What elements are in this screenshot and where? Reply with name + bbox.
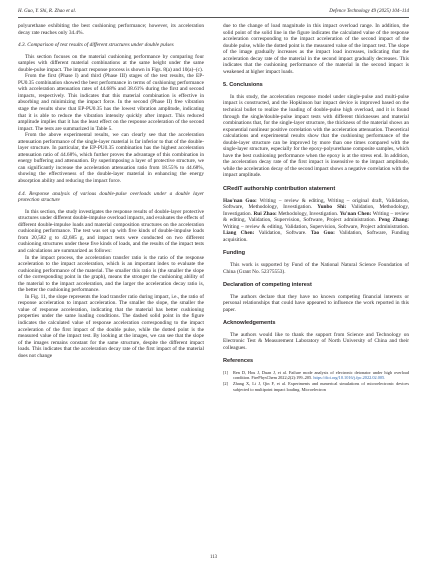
running-header-authors: H. Guo, Y. Shi, R. Zhao et al. (18, 9, 77, 14)
author-roles: Validation, Software. (254, 230, 311, 237)
reference-list (223, 370, 409, 392)
reference-item (223, 381, 409, 391)
paragraph: The authors declare that they have no known competing financial interests or personal relationships that could have appeared to influence the work reported in this paper. (223, 293, 409, 313)
paragraph: This section focuses on the material cushioning performance by comparing four samples with different material combinations at the same height under the same double-pulse impact. The impact response process is shown in Figs. 8(a) and 10(a)–(c). (18, 53, 204, 73)
references-heading: References (223, 358, 254, 365)
author-roles: Validation, Methodology, Investigation. (223, 204, 410, 217)
doi-link[interactable]: https://doi.org/10.1016/j.fpc.2022.02.005. (313, 375, 386, 381)
funding-heading: Funding (223, 250, 246, 257)
author-name: Hao'nan Guo: (223, 197, 257, 204)
credit-heading: CRediT authorship contribution statement (223, 186, 336, 193)
paragraph: due to the change of load magnitude in this impact overload range. In addition, the solid point of the solid line in the figure indicates the calculated value of the response acceleration corresponding to the impact acceleration of the second impact of the double pulse, while the dotted point is the measured value of the impact test. The slope of the image gradually increases as the impact load increases, indicating that the acceleration decay rate of the material in the second impact gradually decreases. This indicates that the cushioning performance of the material in the second impact is weakened at higher impact loads. (223, 23, 409, 75)
paragraph: In the impact process, the acceleration transfer ratio is the ratio of the response acceleration to the impact acceleration, which is an important index to evaluate the cushioning performance of the material. The smaller this ratio is (the smaller the slope of the corresponding point in the graph), means the stronger the cushioning ability of the material to the impact acceleration, and the larger the acceleration decay ratio is, the better the cushioning performance. (18, 254, 204, 294)
reference-text: Ren D, Hou J, Duan J, et al. Failure mode analysis of electronic detonator under high overload condition. FirePhysChem 2022;2(2):199–205. https://doi.org/10.1016/j.fpc.2022.02.005. (233, 369, 409, 381)
author-roles: Writing – review & editing, Validation, Supervision, Software, Project administration. (223, 223, 409, 230)
section-heading-4-3: 4.3. Comparison of test results of different structures under double pulses (18, 42, 174, 49)
right-column (223, 23, 409, 393)
paragraph: In this section, the study investigates the response results of double-layer protective structures under different double-impulse overload impacts, and evaluates the effects of different double-impulse loads and material composition structures on the acceleration cushioning performance. The test was set up with five kinds of double-impulse loads from 20,582 g to 42,685 g, and impact tests were conducted on two different cushioning structures under these five kinds of loads, and the results of the impact tests and calculations are summarized as follows: (18, 208, 204, 254)
paragraph: In this study, the acceleration response model under single-pulse and multi-pulse impact is constructed, and the Hopkinson bar impact device is improved based on the technical bullet to realize the loading of double-pulse high overload, and it is found through the single/double-pulse impact tests with different thicknesses and material combinations that, for the single-layer structure, the thickness of the material shows an exponential nonlinear positive correlation with the acceleration attenuation. Theoretical calculations and experimental results show that the cushioning performance of the double-layer structure can be improved by more than one times compared with the single-layer structure, especially for the epoxy-polyurethane composite samples, which have the best cushioning performance when the epoxy is at the stress end. In addition, the acceleration decay rate of the first impact is insensitive to the impact amplitude, while the acceleration decay of the second impact shows a negative correlation with the impact amplitude. (223, 93, 409, 179)
section-heading-4-4: 4.4. Response analysis of various double-pulse overloads under a double layer protection structure (18, 190, 204, 204)
paragraph: From the above experimental results, we can clearly see that the acceleration attenuation performance of the single-layer material is far inferior to that of the double-layer structure. In particular, the EP-PU0.35 combination has the highest acceleration attenuation ratio of 44.68%, which further proves the advantage of this combination in energy buffering and attenuation. By superimposing a layer of protective structure, we can significantly increase the acceleration attenuation ratio from 18.55% to 44.68%, showing the effectiveness of the double-layer material in enhancing the energy absorption ability and reducing the impact force. (18, 132, 204, 185)
reference-item (223, 370, 409, 380)
reference-number: [2] (223, 381, 229, 387)
paragraph: In Fig. 11, the slope represents the load transfer ratio during impact, i.e., the ratio of response acceleration to impact acceleration. The smaller the slope, the smaller the value of response acceleration, indicating that the material has better cushioning properties under the same loading conditions. The dashed solid point in the figure indicates the calculated value of response acceleration corresponding to the impact acceleration of the first impact of the double pulse, while the dotted point is the measured value of the impact test. By looking at the images, we can see that the slope of the images remains constant for the same structure, despite the different impact loads. This indicates that the acceleration decay rate of the first impact of the material does not change (18, 293, 204, 359)
author-name: Yunbo Shi: (317, 204, 347, 211)
reference-number: [1] (223, 369, 229, 375)
author-roles: Writing – review & editing, Validation, Supervision, Software, Project administration. (223, 210, 410, 224)
paragraph: This work is supported by Fund of the National Natural Science Foundation of China (Grant No. 52375553). (223, 261, 409, 275)
author-name: Yu'nan Chen: (339, 210, 372, 217)
conclusions-heading: 5. Conclusions (223, 82, 263, 89)
paragraph: From the first (Phase I) and third (Phase III) stages of the test results, the EP-PU0.35 combination showed the best performance in terms of cushioning performance with acceleration attenuation rates of 44.68% and 38.61% during the first and second impacts, respectively. This indicates that this material combination is effective in absorbing and minimizing the impact force. In the second (Phase II) free vibration stage the results show that EP-PU0.35 has the lowest vibration amplitude, indicating that it is able to reduce the vibration intensity quickly after impact. This reduced amplitude implies that it has the least effect on the response acceleration of the second impact. The tests are summarized in Table 5. (18, 73, 204, 132)
author-roles: Validation, Software, Funding acquisition. (223, 230, 410, 243)
author-name: Liang Chen: (223, 230, 255, 237)
competing-interest-heading: Declaration of competing interest (223, 282, 312, 289)
page-number: 113 (209, 555, 218, 560)
author-name: Tao Guo: (310, 230, 335, 237)
running-header-journal: Defence Technology 49 (2025) 104–114 (329, 9, 409, 14)
author-name: Peng Zhang: (378, 217, 409, 224)
acknowledgements-heading: Acknowledgements (223, 320, 276, 327)
header-rule (18, 17, 409, 18)
credit-statement (223, 198, 409, 244)
author-name: Rui Zhao: (253, 210, 277, 217)
paragraph: polyurethane exhibiting the best cushioning performance; however, its acceleration decay rate reaches only 34.4%. (18, 23, 204, 36)
author-roles: Methodology, Investigation. (276, 210, 340, 217)
reference-text: Zhang X, Li J, Qin F, et al. Experiments and numerical simulations of microelectronic devices subjected to multipoint impact loading. Microelectron (233, 381, 409, 392)
left-column (18, 23, 204, 359)
paragraph: The authors would like to thank the support from Science and Technology on Electronic Test & Measurement Laboratory of North University of China and their colleagues. (223, 331, 409, 351)
author-roles: Writing – review & editing, Writing – original draft, Validation, Software, Methodology, Investigation. (223, 197, 409, 211)
